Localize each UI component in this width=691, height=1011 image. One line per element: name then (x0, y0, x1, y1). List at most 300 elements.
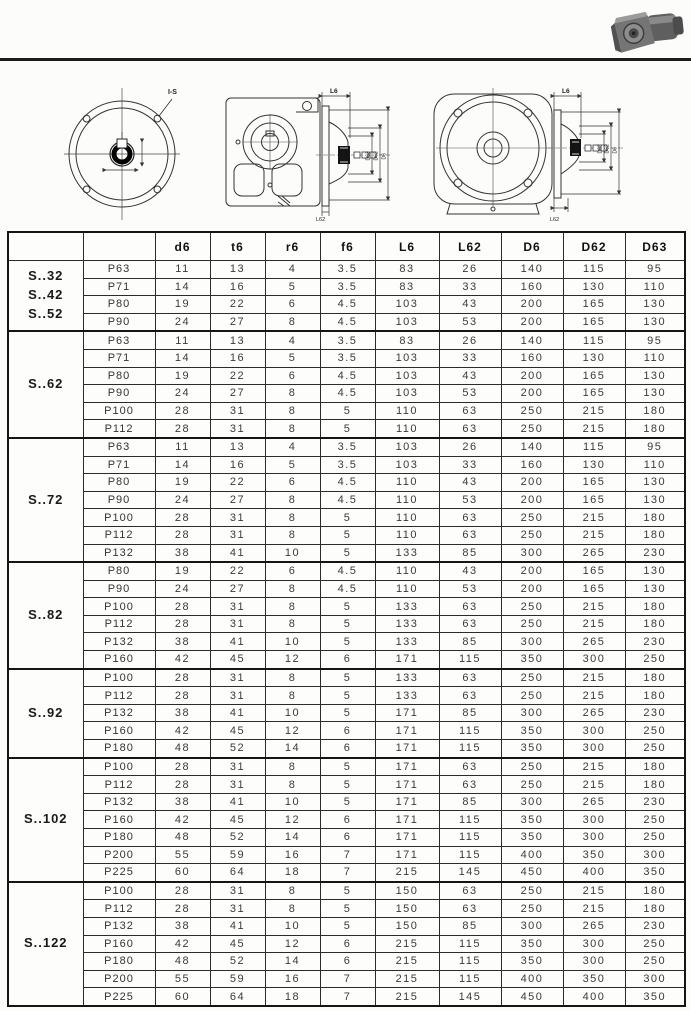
table-row (8, 633, 685, 651)
value-cell-t6: 31 (210, 509, 265, 527)
table-row (8, 669, 685, 687)
value-cell-t6: 52 (210, 953, 265, 971)
value-cell-L62: 85 (439, 793, 501, 811)
value-cell-D62: 215 (563, 900, 625, 918)
table-row (8, 793, 685, 811)
value-cell-D6: 300 (501, 917, 563, 935)
value-cell-D63: 95 (625, 438, 685, 456)
column-header-D6: D6 (501, 232, 563, 261)
value-cell-D63: 95 (625, 331, 685, 349)
value-cell-f6: 5 (320, 544, 375, 562)
value-cell-L6: 215 (375, 953, 439, 971)
value-cell-D62: 115 (563, 438, 625, 456)
value-cell-D6: 350 (501, 651, 563, 669)
value-cell-L6: 150 (375, 900, 439, 918)
value-cell-L6: 150 (375, 917, 439, 935)
value-cell-D63: 180 (625, 669, 685, 687)
value-cell-D63: 110 (625, 349, 685, 367)
value-cell-D62: 215 (563, 526, 625, 544)
value-cell-D62: 265 (563, 704, 625, 722)
value-cell-L62: 115 (439, 970, 501, 988)
value-cell-L62: 26 (439, 261, 501, 279)
value-cell-d6: 28 (155, 669, 210, 687)
value-cell-D62: 400 (563, 864, 625, 882)
value-cell-d6: 42 (155, 935, 210, 953)
value-cell-L6: 171 (375, 776, 439, 794)
dimension-lines (554, 92, 621, 212)
value-cell-f6: 7 (320, 846, 375, 864)
value-cell-r6: 8 (265, 385, 320, 403)
value-cell-t6: 31 (210, 402, 265, 420)
table-row (8, 562, 685, 580)
value-cell-D62: 215 (563, 758, 625, 776)
svg-text:D62: D62 (604, 144, 611, 154)
value-cell-L6: 110 (375, 526, 439, 544)
value-cell-D6: 200 (501, 367, 563, 385)
value-cell-r6: 8 (265, 687, 320, 705)
value-cell-r6: 18 (265, 988, 320, 1006)
motor-size-cell: P80 (83, 474, 155, 492)
value-cell-d6: 28 (155, 598, 210, 616)
value-cell-D62: 350 (563, 846, 625, 864)
table-row (8, 988, 685, 1006)
value-cell-L6: 133 (375, 598, 439, 616)
value-cell-r6: 6 (265, 296, 320, 314)
value-cell-L62: 53 (439, 385, 501, 403)
value-cell-D62: 300 (563, 935, 625, 953)
series-label: S..82 (8, 562, 83, 669)
value-cell-f6: 3.5 (320, 261, 375, 279)
svg-text:L62: L62 (550, 217, 560, 222)
value-cell-L6: 103 (375, 367, 439, 385)
value-cell-L6: 171 (375, 793, 439, 811)
dimension-table (7, 231, 686, 1007)
table-row (8, 651, 685, 669)
value-cell-D62: 265 (563, 793, 625, 811)
value-cell-L6: 133 (375, 615, 439, 633)
value-cell-D62: 130 (563, 456, 625, 474)
value-cell-L6: 83 (375, 278, 439, 296)
value-cell-f6: 3.5 (320, 349, 375, 367)
value-cell-D63: 180 (625, 882, 685, 900)
series-label: S..72 (8, 438, 83, 562)
value-cell-D63: 300 (625, 970, 685, 988)
value-cell-r6: 8 (265, 526, 320, 544)
value-cell-t6: 22 (210, 296, 265, 314)
value-cell-d6: 38 (155, 917, 210, 935)
value-cell-r6: 12 (265, 722, 320, 740)
svg-text:I-S: I-S (168, 89, 177, 96)
value-cell-f6: 3.5 (320, 456, 375, 474)
value-cell-d6: 42 (155, 811, 210, 829)
value-cell-r6: 4 (265, 438, 320, 456)
value-cell-d6: 28 (155, 526, 210, 544)
motor-size-cell: P100 (83, 758, 155, 776)
value-cell-D62: 165 (563, 313, 625, 331)
value-cell-d6: 28 (155, 758, 210, 776)
motor-size-cell: P90 (83, 580, 155, 598)
table-row (8, 313, 685, 331)
value-cell-D6: 400 (501, 970, 563, 988)
value-cell-D6: 250 (501, 598, 563, 616)
value-cell-D6: 250 (501, 420, 563, 438)
value-cell-L6: 215 (375, 988, 439, 1006)
motor-size-cell: P90 (83, 385, 155, 403)
value-cell-D6: 200 (501, 580, 563, 598)
motor-size-cell: P100 (83, 509, 155, 527)
value-cell-D6: 200 (501, 296, 563, 314)
value-cell-d6: 24 (155, 491, 210, 509)
motor-size-cell: P112 (83, 526, 155, 544)
value-cell-D6: 200 (501, 313, 563, 331)
value-cell-d6: 24 (155, 385, 210, 403)
motor-size-cell: P160 (83, 935, 155, 953)
value-cell-r6: 8 (265, 900, 320, 918)
value-cell-t6: 31 (210, 900, 265, 918)
value-cell-L6: 103 (375, 438, 439, 456)
value-cell-r6: 10 (265, 793, 320, 811)
value-cell-t6: 31 (210, 882, 265, 900)
table-row (8, 438, 685, 456)
value-cell-D62: 165 (563, 562, 625, 580)
value-cell-D63: 110 (625, 278, 685, 296)
value-cell-D62: 350 (563, 970, 625, 988)
value-cell-L6: 110 (375, 420, 439, 438)
value-cell-f6: 6 (320, 935, 375, 953)
motor-size-cell: P112 (83, 900, 155, 918)
value-cell-r6: 8 (265, 491, 320, 509)
value-cell-D6: 160 (501, 349, 563, 367)
value-cell-D62: 165 (563, 474, 625, 492)
motor-size-cell: P112 (83, 687, 155, 705)
svg-text:L62: L62 (316, 217, 326, 222)
value-cell-D6: 350 (501, 953, 563, 971)
value-cell-t6: 31 (210, 669, 265, 687)
value-cell-D63: 350 (625, 864, 685, 882)
value-cell-L6: 171 (375, 758, 439, 776)
value-cell-D63: 250 (625, 829, 685, 847)
value-cell-t6: 13 (210, 438, 265, 456)
value-cell-D63: 180 (625, 402, 685, 420)
value-cell-d6: 11 (155, 261, 210, 279)
svg-text:L6: L6 (330, 88, 338, 95)
value-cell-D63: 230 (625, 633, 685, 651)
value-cell-f6: 4.5 (320, 474, 375, 492)
value-cell-f6: 4.5 (320, 580, 375, 598)
value-cell-L6: 171 (375, 704, 439, 722)
value-cell-D63: 180 (625, 598, 685, 616)
value-cell-D62: 215 (563, 402, 625, 420)
value-cell-D6: 350 (501, 722, 563, 740)
value-cell-D62: 215 (563, 669, 625, 687)
value-cell-D6: 200 (501, 491, 563, 509)
motor-size-cell: P160 (83, 722, 155, 740)
table-row (8, 456, 685, 474)
value-cell-L6: 171 (375, 740, 439, 758)
table-row (8, 385, 685, 403)
value-cell-D6: 350 (501, 740, 563, 758)
value-cell-d6: 24 (155, 313, 210, 331)
value-cell-f6: 4.5 (320, 296, 375, 314)
value-cell-f6: 4.5 (320, 491, 375, 509)
motor-size-cell: P132 (83, 633, 155, 651)
table-row (8, 864, 685, 882)
table-row (8, 278, 685, 296)
value-cell-D6: 140 (501, 331, 563, 349)
value-cell-L6: 110 (375, 491, 439, 509)
value-cell-t6: 41 (210, 633, 265, 651)
table-row (8, 687, 685, 705)
value-cell-f6: 6 (320, 953, 375, 971)
svg-text:L6: L6 (562, 88, 570, 95)
value-cell-D62: 115 (563, 261, 625, 279)
value-cell-D6: 250 (501, 615, 563, 633)
value-cell-D6: 250 (501, 687, 563, 705)
value-cell-D6: 300 (501, 793, 563, 811)
value-cell-L6: 110 (375, 402, 439, 420)
motor-size-cell: P80 (83, 367, 155, 385)
value-cell-r6: 5 (265, 349, 320, 367)
value-cell-r6: 12 (265, 811, 320, 829)
value-cell-f6: 7 (320, 970, 375, 988)
value-cell-f6: 3.5 (320, 331, 375, 349)
table-row (8, 917, 685, 935)
column-header-L6: L6 (375, 232, 439, 261)
column-header-d6: d6 (155, 232, 210, 261)
table-row (8, 598, 685, 616)
motor-size-cell: P132 (83, 704, 155, 722)
value-cell-D6: 200 (501, 385, 563, 403)
value-cell-t6: 41 (210, 793, 265, 811)
header-rule (0, 58, 691, 61)
value-cell-r6: 14 (265, 953, 320, 971)
table-row (8, 349, 685, 367)
value-cell-L62: 26 (439, 438, 501, 456)
table-row (8, 367, 685, 385)
value-cell-L62: 63 (439, 882, 501, 900)
value-cell-d6: 28 (155, 402, 210, 420)
table-row (8, 829, 685, 847)
value-cell-D6: 350 (501, 811, 563, 829)
svg-text:D6: D6 (612, 147, 619, 154)
value-cell-D63: 180 (625, 758, 685, 776)
dimension-labels (550, 88, 619, 222)
value-cell-L62: 115 (439, 651, 501, 669)
value-cell-t6: 31 (210, 687, 265, 705)
value-cell-f6: 5 (320, 615, 375, 633)
value-cell-D6: 140 (501, 438, 563, 456)
value-cell-L6: 103 (375, 313, 439, 331)
value-cell-d6: 19 (155, 367, 210, 385)
table-row (8, 953, 685, 971)
value-cell-d6: 28 (155, 776, 210, 794)
value-cell-r6: 10 (265, 633, 320, 651)
value-cell-D6: 250 (501, 776, 563, 794)
value-cell-L6: 83 (375, 331, 439, 349)
value-cell-t6: 52 (210, 740, 265, 758)
gearbox-side-drawing (220, 82, 395, 227)
value-cell-L62: 115 (439, 953, 501, 971)
value-cell-r6: 4 (265, 331, 320, 349)
motor-size-cell: P160 (83, 811, 155, 829)
value-cell-L6: 133 (375, 669, 439, 687)
flange-front-drawing (60, 82, 190, 227)
value-cell-f6: 5 (320, 402, 375, 420)
value-cell-d6: 38 (155, 704, 210, 722)
value-cell-L62: 53 (439, 580, 501, 598)
value-cell-L6: 133 (375, 687, 439, 705)
motor-size-cell: P112 (83, 776, 155, 794)
value-cell-D62: 215 (563, 615, 625, 633)
value-cell-L62: 145 (439, 988, 501, 1006)
value-cell-L62: 85 (439, 917, 501, 935)
value-cell-D62: 215 (563, 687, 625, 705)
value-cell-D63: 180 (625, 509, 685, 527)
motor-size-cell: P63 (83, 331, 155, 349)
svg-text:D62: D62 (373, 151, 380, 161)
value-cell-L6: 103 (375, 456, 439, 474)
table-row (8, 811, 685, 829)
value-cell-t6: 64 (210, 988, 265, 1006)
value-cell-t6: 59 (210, 846, 265, 864)
value-cell-D6: 250 (501, 882, 563, 900)
value-cell-t6: 41 (210, 704, 265, 722)
value-cell-D62: 265 (563, 633, 625, 651)
motor-size-cell: P100 (83, 402, 155, 420)
table-row (8, 491, 685, 509)
value-cell-D63: 180 (625, 900, 685, 918)
value-cell-D62: 215 (563, 509, 625, 527)
value-cell-L6: 171 (375, 846, 439, 864)
value-cell-t6: 31 (210, 420, 265, 438)
value-cell-r6: 6 (265, 367, 320, 385)
value-cell-L62: 115 (439, 829, 501, 847)
value-cell-d6: 19 (155, 296, 210, 314)
value-cell-D63: 180 (625, 526, 685, 544)
table-row (8, 615, 685, 633)
value-cell-D62: 215 (563, 882, 625, 900)
value-cell-D6: 160 (501, 278, 563, 296)
series-label: S..62 (8, 331, 83, 438)
value-cell-D6: 140 (501, 261, 563, 279)
value-cell-D6: 200 (501, 562, 563, 580)
value-cell-r6: 6 (265, 474, 320, 492)
table-row (8, 420, 685, 438)
motor-size-cell: P180 (83, 953, 155, 971)
value-cell-d6: 48 (155, 740, 210, 758)
value-cell-L62: 63 (439, 900, 501, 918)
value-cell-L62: 26 (439, 331, 501, 349)
value-cell-r6: 8 (265, 420, 320, 438)
value-cell-L6: 215 (375, 864, 439, 882)
value-cell-d6: 55 (155, 846, 210, 864)
value-cell-D63: 230 (625, 917, 685, 935)
value-cell-f6: 5 (320, 776, 375, 794)
value-cell-t6: 59 (210, 970, 265, 988)
motor-size-cell: P180 (83, 829, 155, 847)
value-cell-D62: 215 (563, 598, 625, 616)
table-row (8, 331, 685, 349)
value-cell-D62: 130 (563, 278, 625, 296)
svg-text:D63: D63 (597, 144, 604, 154)
value-cell-D62: 300 (563, 651, 625, 669)
value-cell-d6: 38 (155, 793, 210, 811)
value-cell-f6: 3.5 (320, 438, 375, 456)
table-row (8, 526, 685, 544)
value-cell-r6: 16 (265, 970, 320, 988)
value-cell-t6: 13 (210, 261, 265, 279)
value-cell-d6: 11 (155, 331, 210, 349)
table-row (8, 970, 685, 988)
value-cell-t6: 45 (210, 651, 265, 669)
table-row (8, 509, 685, 527)
value-cell-d6: 60 (155, 988, 210, 1006)
value-cell-D6: 350 (501, 829, 563, 847)
svg-text:D63: D63 (365, 151, 372, 161)
value-cell-f6: 5 (320, 420, 375, 438)
value-cell-L6: 133 (375, 544, 439, 562)
value-cell-D6: 250 (501, 669, 563, 687)
value-cell-D62: 215 (563, 776, 625, 794)
value-cell-L6: 171 (375, 722, 439, 740)
value-cell-r6: 6 (265, 562, 320, 580)
value-cell-L62: 33 (439, 349, 501, 367)
value-cell-L6: 110 (375, 580, 439, 598)
motor-size-cell: P71 (83, 456, 155, 474)
value-cell-D63: 130 (625, 385, 685, 403)
value-cell-L62: 115 (439, 846, 501, 864)
value-cell-r6: 8 (265, 882, 320, 900)
value-cell-D63: 230 (625, 793, 685, 811)
motor-size-cell: P80 (83, 562, 155, 580)
value-cell-f6: 3.5 (320, 278, 375, 296)
table-row (8, 402, 685, 420)
value-cell-L6: 83 (375, 261, 439, 279)
value-cell-L62: 33 (439, 456, 501, 474)
value-cell-t6: 31 (210, 615, 265, 633)
value-cell-D63: 180 (625, 420, 685, 438)
table-row (8, 740, 685, 758)
value-cell-f6: 5 (320, 598, 375, 616)
value-cell-r6: 10 (265, 544, 320, 562)
value-cell-t6: 27 (210, 580, 265, 598)
value-cell-t6: 41 (210, 917, 265, 935)
value-cell-D63: 130 (625, 367, 685, 385)
value-cell-f6: 7 (320, 988, 375, 1006)
motor-size-cell: P132 (83, 544, 155, 562)
value-cell-L6: 150 (375, 882, 439, 900)
value-cell-d6: 14 (155, 278, 210, 296)
value-cell-L62: 53 (439, 313, 501, 331)
value-cell-L62: 63 (439, 420, 501, 438)
value-cell-f6: 6 (320, 811, 375, 829)
column-header-L62: L62 (439, 232, 501, 261)
motor-size-cell: P63 (83, 438, 155, 456)
value-cell-t6: 31 (210, 758, 265, 776)
value-cell-D6: 250 (501, 526, 563, 544)
table-row (8, 580, 685, 598)
value-cell-L62: 63 (439, 598, 501, 616)
value-cell-f6: 5 (320, 633, 375, 651)
series-label: S..102 (8, 758, 83, 882)
value-cell-D6: 300 (501, 704, 563, 722)
table-row (8, 846, 685, 864)
value-cell-D63: 130 (625, 491, 685, 509)
value-cell-t6: 45 (210, 811, 265, 829)
table-row (8, 882, 685, 900)
value-cell-f6: 5 (320, 526, 375, 544)
value-cell-f6: 5 (320, 793, 375, 811)
